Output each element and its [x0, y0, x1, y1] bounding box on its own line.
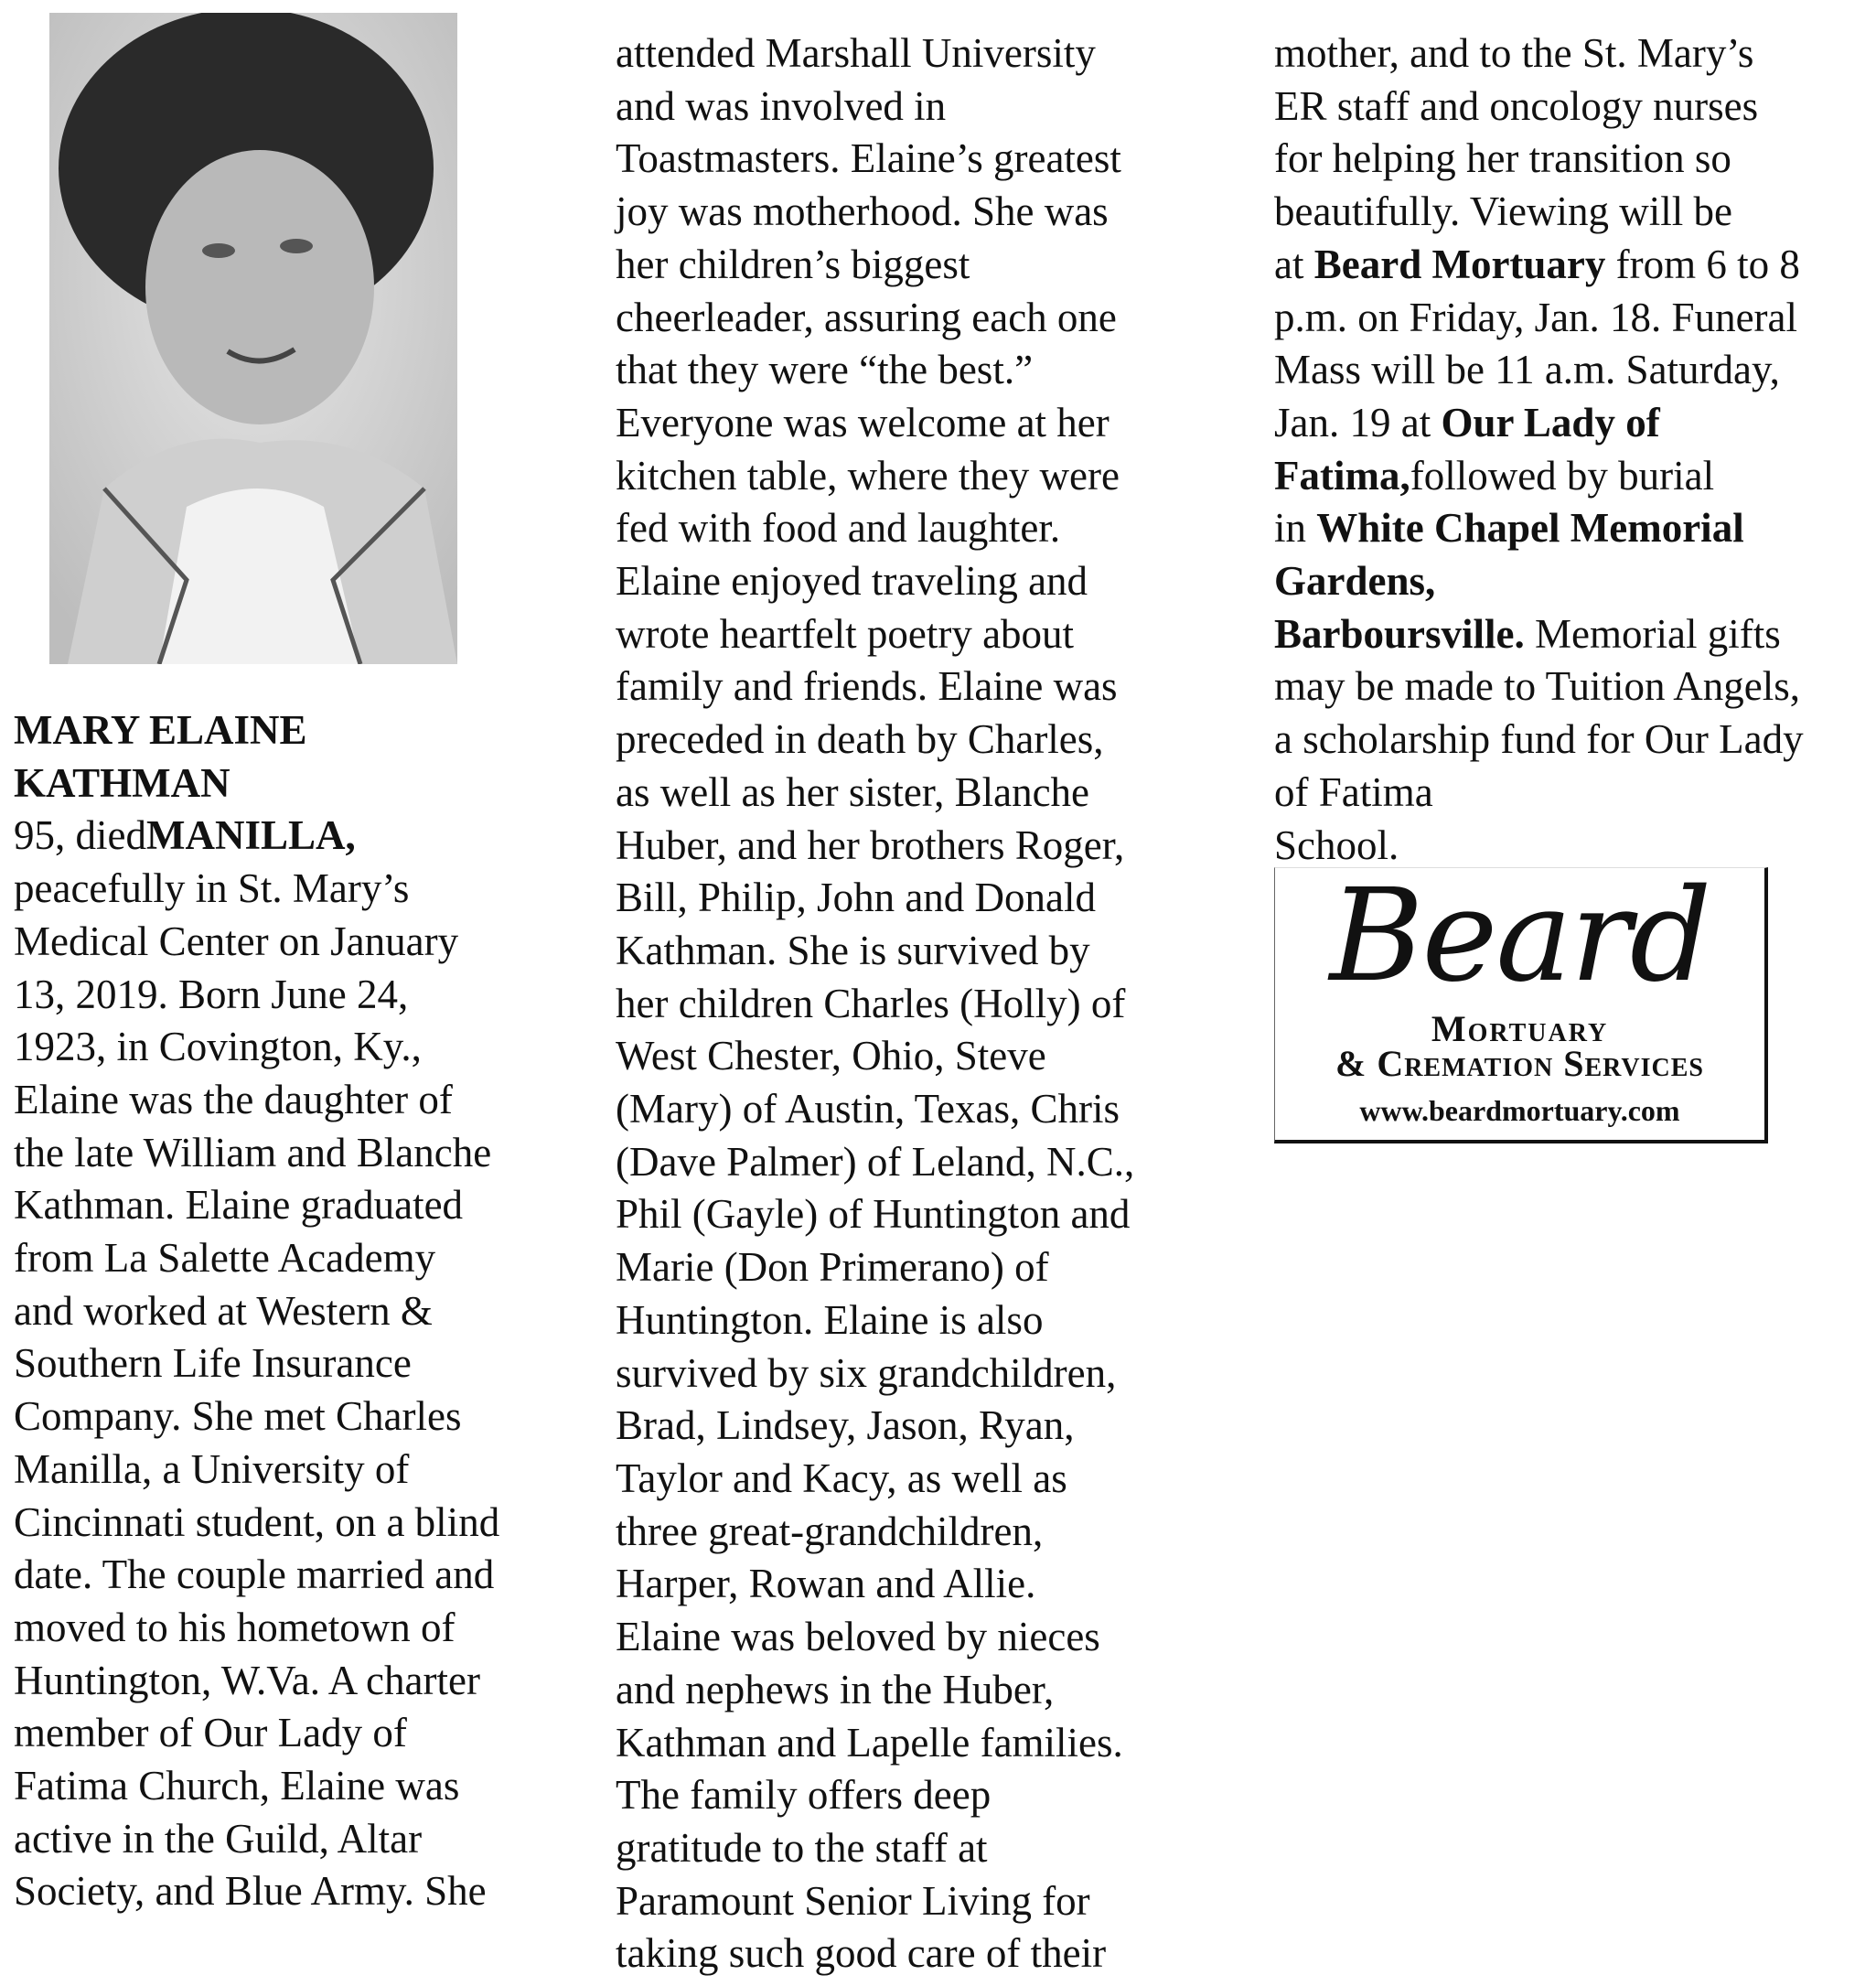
text-segment: School. — [1274, 821, 1399, 868]
text-segment: p.m. on Friday, Jan. 18. Funeral — [1274, 294, 1798, 340]
text-line — [14, 1707, 499, 1760]
text-segment: Huntington. Elaine is also — [616, 1296, 1044, 1343]
text-segment: from 6 to 8 — [1605, 241, 1800, 287]
text-segment: Southern Life Insurance — [14, 1340, 412, 1387]
text-line — [616, 1083, 1134, 1136]
text-line — [616, 1136, 1134, 1189]
text-segment: a scholarship fund for Our Lady — [1274, 716, 1804, 763]
text-line — [616, 1188, 1134, 1241]
text-segment: beautifully. Viewing will be — [1274, 188, 1732, 235]
text-line — [616, 133, 1134, 186]
text-line — [616, 1717, 1134, 1770]
text-line — [616, 608, 1134, 661]
text-line — [616, 27, 1134, 81]
portrait-image — [49, 13, 457, 664]
text-line — [616, 872, 1134, 925]
text-segment: joy was motherhood. She was — [616, 188, 1109, 235]
text-segment: and worked at Western & — [14, 1287, 433, 1334]
text-segment: and nephews in the Huber, — [616, 1666, 1055, 1712]
logo-mortuary-text: Mortuary — [1431, 1008, 1609, 1049]
obituary-column-2 — [616, 27, 1134, 1981]
text-segment: Memorial gifts — [1524, 610, 1781, 657]
text-segment: 13, 2019. Born June 24, — [14, 971, 409, 1017]
text-segment: Marie (Don Primerano) of — [616, 1244, 1049, 1291]
text-segment: Everyone was welcome at her — [616, 399, 1110, 446]
text-segment: Paramount Senior Living for — [616, 1877, 1090, 1924]
text-segment: Elaine was beloved by nieces — [616, 1614, 1100, 1660]
text-segment: Company. She met Charles — [14, 1393, 462, 1440]
text-line — [14, 1602, 499, 1655]
text-line — [1274, 239, 1804, 292]
text-segment: Huber, and her brothers Roger, — [616, 821, 1125, 868]
text-line — [616, 978, 1134, 1031]
text-line — [1274, 555, 1804, 608]
bold-text: KATHMAN — [14, 759, 230, 806]
text-line — [616, 1347, 1134, 1401]
text-line — [1274, 344, 1804, 397]
text-segment: member of Our Lady of — [14, 1710, 407, 1756]
text-line — [616, 1030, 1134, 1083]
text-line — [14, 1337, 499, 1390]
text-line — [616, 820, 1134, 873]
text-line — [616, 1400, 1134, 1453]
text-segment: cheerleader, assuring each one — [616, 294, 1117, 340]
text-line — [616, 1453, 1134, 1506]
text-segment: ER staff and oncology nurses — [1274, 82, 1759, 129]
text-line — [616, 555, 1134, 608]
text-line — [14, 1497, 499, 1550]
text-segment: Kathman. Elaine graduated — [14, 1182, 464, 1229]
logo-website-link[interactable]: www.beardmortuary.com — [1359, 1094, 1680, 1127]
text-line — [1274, 27, 1804, 81]
text-segment: 1923, in Covington, Ky., — [14, 1024, 422, 1070]
text-segment: mother, and to the St. Mary’s — [1274, 30, 1754, 76]
text-segment: attended Marshall University — [616, 30, 1096, 76]
text-segment: Elaine was the daughter of — [14, 1076, 453, 1122]
text-line — [14, 969, 499, 1022]
text-line — [1274, 133, 1804, 186]
text-line — [14, 1549, 499, 1602]
bold-text: Fatima, — [1274, 452, 1410, 499]
text-line — [616, 1294, 1134, 1347]
text-line — [616, 502, 1134, 555]
text-line — [14, 1285, 499, 1338]
text-segment: family and friends. Elaine was — [616, 663, 1118, 710]
text-line — [14, 704, 499, 757]
text-segment: 95, died — [14, 812, 146, 859]
text-segment: Medical Center on January — [14, 918, 459, 964]
text-segment: the late William and Blanche — [14, 1129, 492, 1175]
text-line — [14, 1127, 499, 1180]
text-line — [616, 1664, 1134, 1717]
text-segment: three great-grandchildren, — [616, 1508, 1044, 1554]
text-segment: fed with food and laughter. — [616, 505, 1061, 552]
text-segment: Jan. 19 at — [1274, 399, 1442, 446]
text-line — [616, 767, 1134, 820]
text-segment: date. The couple married and — [14, 1551, 495, 1598]
bold-text: Barboursville. — [1274, 610, 1525, 657]
text-segment: Taylor and Kacy, as well as — [616, 1455, 1067, 1501]
text-line — [1274, 292, 1804, 345]
text-segment: preceded in death by Charles, — [616, 716, 1104, 763]
text-line — [616, 1875, 1134, 1928]
text-line — [616, 292, 1134, 345]
text-segment: that they were “the best.” — [616, 347, 1034, 393]
text-line — [616, 450, 1134, 503]
bold-text: MANILLA, — [145, 812, 356, 859]
text-line — [616, 397, 1134, 450]
text-line — [1274, 186, 1804, 239]
text-segment: Society, and Blue Army. She — [14, 1868, 487, 1915]
text-line — [14, 1021, 499, 1074]
text-line — [14, 1232, 499, 1285]
logo-script-name: Beard — [1329, 862, 1710, 1011]
bold-text: White Chapel Memorial — [1316, 505, 1744, 552]
text-segment: Elaine enjoyed traveling and — [616, 558, 1088, 605]
text-segment: moved to his hometown of — [14, 1604, 456, 1650]
text-segment: peacefully in St. Mary’s — [14, 865, 410, 912]
text-line — [616, 1506, 1134, 1559]
text-line — [1274, 608, 1804, 661]
text-segment: Manilla, a University of — [14, 1445, 410, 1492]
text-line — [1274, 450, 1804, 503]
text-line — [616, 925, 1134, 978]
logo-services-text: & Cremation Services — [1335, 1043, 1704, 1084]
text-segment: followed by burial — [1410, 452, 1715, 499]
text-segment: wrote heartfelt poetry about — [616, 610, 1075, 657]
text-segment: Toastmasters. Elaine’s greatest — [616, 135, 1121, 182]
text-line — [1274, 714, 1804, 767]
text-line — [616, 1611, 1134, 1664]
text-line — [14, 810, 499, 863]
text-segment: Kathman. She is survived by — [616, 927, 1090, 973]
text-segment: as well as her sister, Blanche — [616, 768, 1090, 815]
text-segment: Phil (Gayle) of Huntington and — [616, 1191, 1131, 1238]
text-segment: taking such good care of their — [616, 1930, 1107, 1977]
text-line — [14, 1760, 499, 1813]
text-line — [616, 1241, 1134, 1294]
text-segment: of Fatima — [1274, 768, 1433, 815]
text-line — [1274, 397, 1804, 450]
text-line — [616, 1769, 1134, 1822]
bold-text: Beard Mortuary — [1313, 241, 1606, 287]
text-line — [1274, 660, 1804, 714]
text-line — [14, 1444, 499, 1497]
text-segment: and was involved in — [616, 82, 947, 129]
text-line — [14, 1655, 499, 1708]
text-line — [616, 714, 1134, 767]
portrait-photo — [49, 13, 457, 664]
text-segment: gratitude to the staff at — [616, 1824, 988, 1871]
text-line — [14, 1813, 499, 1866]
text-line — [616, 1927, 1134, 1981]
text-segment: The family offers deep — [616, 1772, 992, 1819]
text-line — [616, 1822, 1134, 1875]
text-segment: Cincinnati student, on a blind — [14, 1498, 500, 1545]
text-line — [616, 660, 1134, 714]
bold-text: MARY ELAINE — [14, 707, 307, 753]
text-segment: her children’s biggest — [616, 241, 970, 287]
text-segment: Harper, Rowan and Allie. — [616, 1561, 1036, 1607]
text-line — [1274, 81, 1804, 134]
text-segment: kitchen table, where they were — [616, 452, 1120, 499]
text-segment: active in the Guild, Altar — [14, 1815, 423, 1862]
text-segment: West Chester, Ohio, Steve — [616, 1033, 1046, 1079]
text-segment: Fatima Church, Elaine was — [14, 1763, 460, 1809]
obituary-column-3 — [1274, 27, 1804, 872]
text-line — [14, 1390, 499, 1444]
text-segment: (Dave Palmer) of Leland, N.C., — [616, 1138, 1135, 1185]
text-line — [14, 757, 499, 811]
text-line — [14, 1865, 499, 1918]
text-segment: at — [1274, 241, 1314, 287]
text-segment: (Mary) of Austin, Texas, Chris — [616, 1086, 1120, 1133]
obituary-column-1 — [14, 704, 499, 1918]
text-segment: in — [1274, 505, 1317, 552]
bold-text: Gardens, — [1274, 558, 1436, 605]
bold-text: Our Lady of — [1441, 399, 1660, 446]
text-segment: survived by six grandchildren, — [616, 1349, 1117, 1396]
text-line — [616, 81, 1134, 134]
text-line — [14, 916, 499, 969]
text-line — [616, 239, 1134, 292]
text-segment: Kathman and Lapelle families. — [616, 1719, 1123, 1766]
text-line — [1274, 502, 1804, 555]
text-line — [616, 344, 1134, 397]
text-segment: Brad, Lindsey, Jason, Ryan, — [616, 1402, 1075, 1449]
mortuary-logo — [1274, 862, 1768, 1143]
text-segment: Mass will be 11 a.m. Saturday, — [1274, 347, 1780, 393]
text-line — [616, 186, 1134, 239]
text-segment: for helping her transition so — [1274, 135, 1731, 182]
text-line — [1274, 767, 1804, 820]
text-line — [14, 1074, 499, 1127]
text-segment: may be made to Tuition Angels, — [1274, 663, 1801, 710]
text-segment: Bill, Philip, John and Donald — [616, 875, 1097, 921]
text-line — [14, 1179, 499, 1232]
text-segment: Huntington, W.Va. A charter — [14, 1657, 480, 1703]
text-segment: her children Charles (Holly) of — [616, 980, 1126, 1026]
text-line — [616, 1558, 1134, 1611]
text-segment: from La Salette Academy — [14, 1235, 436, 1282]
text-line — [14, 863, 499, 916]
